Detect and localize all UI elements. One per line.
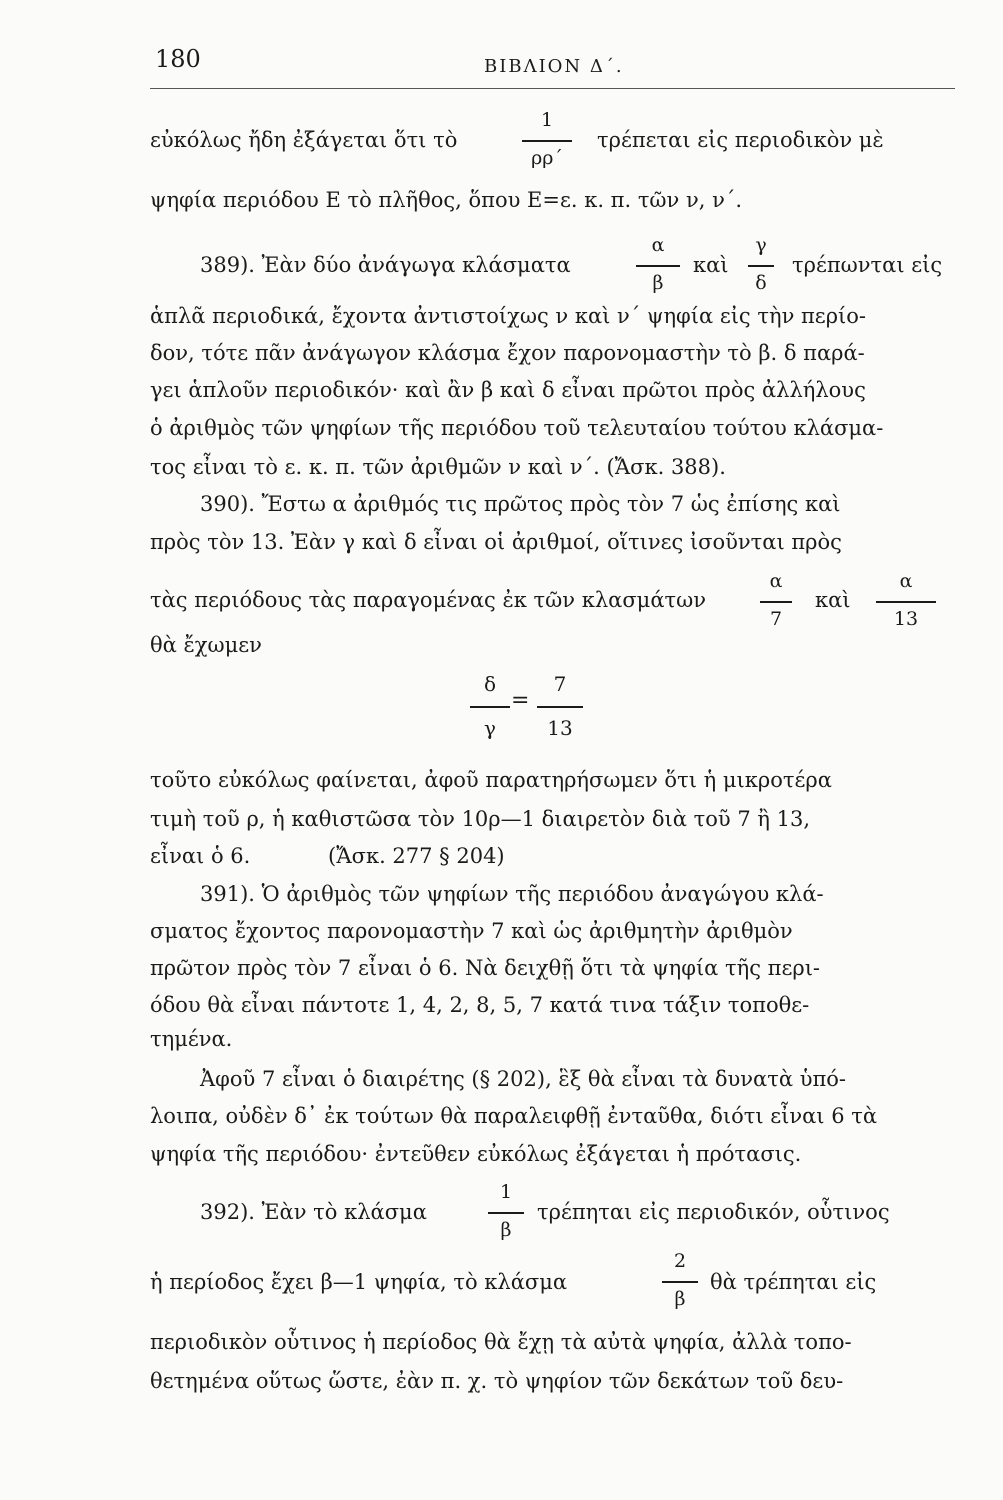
text-line: Ἀφοῦ 7 εἶναι ὁ διαιρέτης (§ 202), ἓξ θὰ εἶναι τὰ δυνατὰ ὑπό- xyxy=(200,1067,847,1091)
text-line: τὰς περιόδους τὰς παραγομένας ἐκ τῶν κλασμάτων καὶ xyxy=(150,588,851,612)
text-line: ψηφία τῆς περιόδου· ἐντεῦθεν εὐκόλως ἐξάγεται ἡ πρότασις. xyxy=(150,1142,802,1166)
text-line: τος εἶναι τὸ ε. κ. π. τῶν ἀριθμῶν ν καὶ ν΄. (Ἄσκ. 388). xyxy=(150,455,726,479)
text-line: εὐκόλως ἤδη ἐξάγεται ὅτι τὸ τρέπεται εἰς περιοδικὸν μὲ xyxy=(150,128,884,152)
text-line: γει ἁπλοῦν περιοδικόν· καὶ ἂν β καὶ δ εἶναι πρῶτοι πρὸς ἀλλήλους xyxy=(150,378,866,402)
fraction-1-over-rr: 1 ρρ΄ xyxy=(522,109,572,175)
text-line: θὰ ἔχωμεν xyxy=(150,633,262,657)
text-line: ἁπλᾶ περιοδικά, ἔχοντα ἀντιστοίχως ν καὶ ν΄ ψηφία εἰς τὴν περίο- xyxy=(150,304,867,328)
text-line: πρῶτον πρὸς τὸν 7 εἶναι ὁ 6. Νὰ δειχθῇ ὅτι τὰ ψηφία τῆς περι- xyxy=(150,956,821,980)
text-line: ἡ περίοδος ἔχει β—1 ψηφία, τὸ κλάσμα θὰ τρέπηται εἰς xyxy=(150,1270,877,1294)
text-line: τιμὴ τοῦ ρ, ἡ καθιστῶσα τὸν 10ρ—1 διαιρετὸν διὰ τοῦ 7 ἢ 13, xyxy=(150,807,811,831)
running-header: ΒΙΒΛΙΟΝ Δ΄. xyxy=(484,56,624,77)
text-line: όδου θὰ εἶναι πάντοτε 1, 4, 2, 8, 5, 7 κατά τινα τάξιν τοποθε- xyxy=(150,993,810,1017)
text-line: ψηφία περιόδου Ε τὸ πλῆθος, ὅπου Ε=ε. κ. π. τῶν ν, ν΄. xyxy=(150,188,743,212)
text-line: πρὸς τὸν 13. Ἐὰν γ καὶ δ εἶναι οἱ ἀριθμοί, οἵτινες ἰσοῦνται πρὸς xyxy=(150,530,842,554)
page-number: 180 xyxy=(155,45,201,73)
text-line: δον, τότε πᾶν ἀνάγωγον κλάσμα ἔχον παρονομαστὴν τὸ β. δ παρά- xyxy=(150,341,865,365)
paragraph-391: 391). Ὁ ἀριθμὸς τῶν ψηφίων τῆς περιόδου ἀναγώγου κλά- xyxy=(200,882,824,906)
paragraph-392: 392). Ἐὰν τὸ κλάσμα τρέπηται εἰς περιοδικόν, οὗτινος xyxy=(200,1200,890,1224)
fraction-2-over-beta: 2 β xyxy=(662,1250,698,1316)
fraction-alpha-over-7: α 7 xyxy=(760,570,792,636)
fraction-alpha-over-beta: α β xyxy=(636,234,680,300)
text-line: τοῦτο εὐκόλως φαίνεται, ἀφοῦ παρατηρήσωμεν ὅτι ἡ μικροτέρα xyxy=(150,768,832,792)
text-line: θετημένα οὕτως ὥστε, ἐὰν π. χ. τὸ ψηφίον τῶν δεκάτων τοῦ δευ- xyxy=(150,1369,844,1393)
equation-left-fraction: δ γ xyxy=(470,672,510,742)
fraction-1-over-beta: 1 β xyxy=(488,1181,524,1247)
equals-sign: = xyxy=(511,688,530,713)
text-line: ὁ ἀριθμὸς τῶν ψηφίων τῆς περιόδου τοῦ τελευταίου τούτου κλάσμα- xyxy=(150,416,884,440)
text-line: λοιπα, οὐδὲν δ᾽ ἐκ τούτων θὰ παραλειφθῇ ἐνταῦθα, διότι εἶναι 6 τὰ xyxy=(150,1104,878,1128)
paragraph-389: 389). Ἐὰν δύο ἀνάγωγα κλάσματα καὶ τρέπωνται εἰς xyxy=(200,253,943,277)
fraction-gamma-over-delta: γ δ xyxy=(748,234,774,300)
fraction-alpha-over-13: α 13 xyxy=(876,570,936,636)
equation-right-fraction: 7 13 xyxy=(537,672,583,742)
text-line: εἶναι ὁ 6. (Ἄσκ. 277 § 204) xyxy=(150,844,505,868)
text-line: σματος ἔχοντος παρονομαστὴν 7 καὶ ὡς ἀριθμητὴν ἀριθμὸν xyxy=(150,919,793,943)
header-rule xyxy=(150,88,955,89)
paragraph-390: 390). Ἔστω α ἀριθμός τις πρῶτος πρὸς τὸν 7 ὡς ἐπίσης καὶ xyxy=(200,492,841,516)
text-line: περιοδικὸν οὗτινος ἡ περίοδος θὰ ἔχῃ τὰ αὐτὰ ψηφία, ἀλλὰ τοπο- xyxy=(150,1330,852,1354)
text-line: τημένα. xyxy=(150,1027,233,1051)
